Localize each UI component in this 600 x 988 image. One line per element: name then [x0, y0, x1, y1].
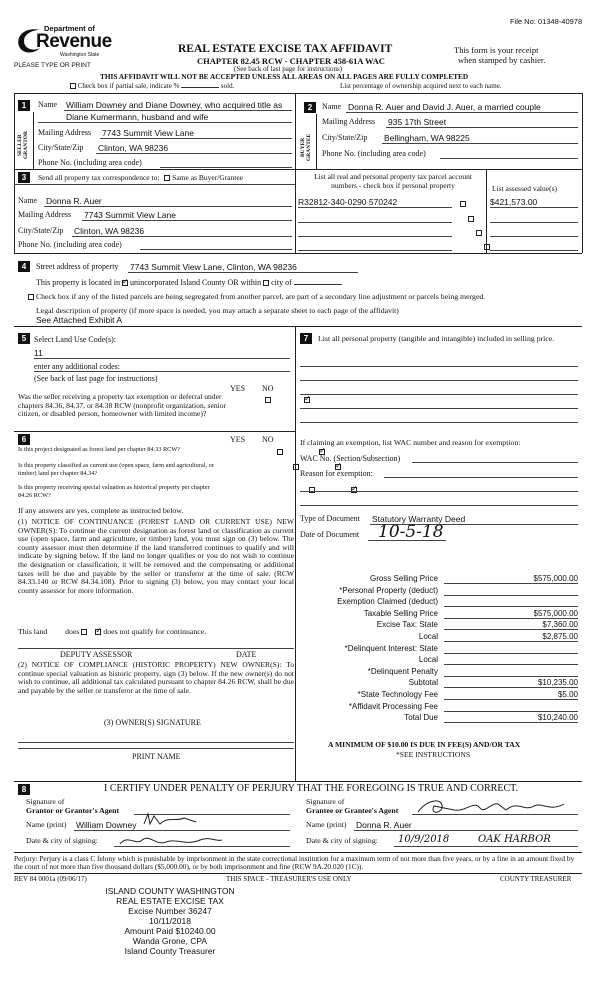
- segregated: [28, 292, 485, 301]
- s2-city: Bellingham, WA 98225: [384, 133, 470, 143]
- totals-row: [300, 667, 582, 679]
- exemption-label: If claiming an exemption, list WAC number and reason for exemption:: [300, 438, 521, 447]
- see-back: (See back of last page for instructions): [34, 374, 158, 383]
- s5-no-checkbox[interactable]: [304, 397, 310, 403]
- grantor-sig-label1: Signature of: [26, 797, 65, 806]
- rev-number: REV 84 0001a (09/06/17): [14, 875, 87, 883]
- stamp-line: Wanda Grone, CPA: [132, 936, 208, 946]
- totals-row: [300, 632, 582, 644]
- personal-property-checkbox-2[interactable]: [468, 216, 474, 222]
- s1-name-label: Name: [38, 100, 58, 109]
- partial-sale-checkbox[interactable]: [70, 83, 76, 89]
- this-land-label: This land: [18, 627, 48, 636]
- personal-property-checkbox-4[interactable]: [484, 244, 490, 250]
- assessed-header: List assessed value(s): [492, 184, 557, 193]
- forest-yes-checkbox[interactable]: [277, 449, 283, 455]
- forest-question: Is this project designated as forest land per chapter 84.33 RCW?: [18, 446, 181, 453]
- s3-name: Donna R. Auer: [46, 196, 102, 206]
- legal-desc-label: Legal description of property (if more space is needed, you may attach a separate sheet to each page of the affidavit): [36, 306, 399, 315]
- receipt-line2: when stamped by cashier.: [458, 55, 546, 65]
- s6-yes: YES: [230, 435, 246, 444]
- treasurer-stamp: [100, 886, 240, 956]
- buyer-grantee-label: BUYER GRANTEE: [300, 133, 312, 161]
- s1-name-line2: Diane Kumermann, husband and wife: [66, 112, 209, 122]
- totals-value: $10,235.00: [444, 678, 578, 688]
- totals-value: $10,240.00: [444, 713, 578, 723]
- parcels-header-line2: numbers - check box if personal property: [331, 181, 455, 190]
- file-number: File No: 01348-40978: [510, 17, 583, 26]
- city-label: city of: [271, 278, 292, 287]
- grantor-signature-image: [140, 812, 200, 828]
- totals-label: Total Due: [404, 713, 438, 723]
- deputy-date: DATE: [236, 650, 257, 659]
- totals-row: [300, 655, 582, 667]
- print-name-label: PRINT NAME: [132, 752, 181, 761]
- section-5-number: 5: [18, 333, 30, 344]
- section-4-number: 4: [18, 261, 30, 272]
- totals-row: [300, 713, 582, 725]
- section-6-number: 6: [18, 434, 30, 445]
- totals-value: [444, 586, 578, 596]
- totals-value: $5.00: [444, 690, 578, 700]
- legal-desc: See Attached Exhibit A: [36, 315, 123, 325]
- see-instructions: *SEE INSTRUCTIONS: [396, 750, 471, 759]
- totals-label: Local: [418, 655, 438, 665]
- personal-property-checkbox-1[interactable]: [460, 201, 466, 207]
- partial-sale-label: Check box if partial sale, indicate %: [77, 82, 180, 90]
- totals-label: *Personal Property (deduct): [339, 585, 438, 595]
- s3-mail-label: Mailing Address: [18, 210, 72, 219]
- form-title: REAL ESTATE EXCISE TAX AFFIDAVIT: [178, 43, 393, 55]
- grantee-date: 10/9/2018: [398, 834, 450, 845]
- assessed-value: $421,573.00: [490, 197, 538, 207]
- logo-line3: Washington State: [60, 52, 100, 58]
- please-type: PLEASE TYPE OR PRINT: [14, 62, 91, 69]
- totals-row: [300, 586, 582, 598]
- s2-name-line1: Donna R. Auer and David J. Auer, a married couple: [348, 102, 541, 112]
- stamp-line: Excise Number 36247: [128, 906, 212, 916]
- parcels-header: [300, 172, 486, 190]
- totals-row: [300, 644, 582, 656]
- doc-date: 10-5-18: [378, 522, 444, 542]
- same-as-buyer-checkbox[interactable]: [164, 175, 170, 181]
- s3-send-label: Send all property tax correspondence to:: [38, 173, 160, 182]
- land-use-label: Select Land Use Code(s):: [34, 335, 116, 344]
- stamp-line: ISLAND COUNTY WASHINGTON: [105, 886, 235, 896]
- totals-value: $7,360.00: [444, 620, 578, 630]
- totals-label: *Affidavit Processing Fee: [348, 701, 438, 711]
- s1-mail-label: Mailing Address: [38, 128, 92, 137]
- unincorporated-checkbox[interactable]: [122, 280, 128, 286]
- historic-question: Is this property receiving special valuation as historical property per chapter 84.26 RCW?: [18, 484, 210, 499]
- if-yes: If any answers are yes, complete as instructed below.: [18, 506, 184, 515]
- s1-name-line1: William Downey and Diane Downey, who acquired title as: [66, 100, 283, 110]
- grantor-sig-label2: Grantor or Grantor's Agent: [26, 806, 120, 815]
- perjury-note: Perjury: Perjury is a class C felony which is punishable by imprisonment in the state correctional institution for a maximum term of not more than five years, or by a fine in an amount fixed by the court of not more than five thousand dollars ($5,000.00), or by both imprisonment and fine (RCW 9A.20.020 (1C)).: [14, 854, 575, 872]
- section-3-number: 3: [18, 172, 30, 183]
- logo-line2: Revenue: [36, 31, 112, 52]
- grantee-signature-image: [414, 796, 574, 818]
- exemption-question: Was the seller receiving a property tax exemption or deferral under chapters 84.36, 84.37, or 84.38 RCW (nonprofit organization, senior citizen, or disabled person, homeowner with limited income)?: [18, 392, 227, 418]
- this-land: [18, 627, 206, 636]
- additional-codes-label: enter any additional codes:: [34, 362, 120, 371]
- totals-label: *Delinquent Penalty: [367, 666, 438, 676]
- wac-label: WAC No. (Section/Subsection): [300, 454, 401, 463]
- segregated-checkbox[interactable]: [28, 294, 34, 300]
- doc-date-label: Date of Document: [300, 530, 360, 539]
- s5-yes: YES: [230, 384, 246, 393]
- current-use-yes-checkbox[interactable]: [293, 464, 299, 470]
- stamp-line: Amount Paid $10240.00: [124, 926, 216, 936]
- stamp-line: 10/11/2018: [149, 916, 191, 926]
- totals-value: $575,000.00: [444, 609, 578, 619]
- does-not-label: does not qualify for continuance.: [103, 627, 207, 636]
- does-not-checkbox[interactable]: [95, 629, 101, 635]
- grantee-sig-label2: Grantee or Grantee's Agent: [306, 806, 399, 815]
- s2-mail-label: Mailing Address: [322, 117, 376, 126]
- totals-row: [300, 690, 582, 702]
- totals-label: *Delinquent Interest: State: [344, 643, 438, 653]
- totals-label: Exemption Claimed (deduct): [337, 597, 438, 607]
- logo-line1: Department of: [44, 24, 95, 33]
- grantee-sig-label1: Signature of: [306, 797, 345, 806]
- totals-row: [300, 678, 582, 690]
- grantee-name-label: Name (print): [306, 820, 347, 829]
- warning: THIS AFFIDAVIT WILL NOT BE ACCEPTED UNLESS ALL AREAS ON ALL PAGES ARE FULLY COMPLETED: [100, 72, 469, 81]
- segregated-label: Check box if any of the listed parcels are being segregated from another parcel, are part of a secondary line adjustment or parcels being merged.: [35, 292, 486, 301]
- street-label: Street address of property: [36, 262, 119, 271]
- doc-type: Statutory Warranty Deed: [372, 514, 466, 524]
- current-use-question: Is this property classified as current use (open space, farm and agricultural, or timber) land per chapter 84.34?: [18, 462, 214, 477]
- s1-city: Clinton, WA 98236: [98, 143, 169, 153]
- totals-row: [300, 597, 582, 609]
- partial-sale: [70, 82, 234, 90]
- does-label: does: [65, 627, 80, 636]
- totals-row: [300, 702, 582, 714]
- located-label: This property is located in: [36, 278, 120, 287]
- s3-send: [38, 173, 243, 182]
- personal-property-label: List all personal property (tangible and intangible) included in selling price.: [318, 334, 555, 343]
- treasurer-space: THIS SPACE - TREASURER'S USE ONLY: [226, 875, 352, 883]
- totals-label: Local: [418, 631, 438, 641]
- partial-sale-sold: sold.: [220, 82, 235, 90]
- grantee-name: Donna R. Auer: [356, 820, 412, 830]
- owner-signature-label: (3) OWNER(S) SIGNATURE: [104, 718, 201, 727]
- totals-label: Taxable Selling Price: [363, 608, 438, 618]
- s5-no: NO: [262, 384, 274, 393]
- s1-phone-label: Phone No. (including area code): [38, 158, 142, 167]
- same-as-buyer-label: Same as Buyer/Grantee: [172, 173, 243, 182]
- located: [36, 278, 342, 287]
- doc-type-label: Type of Document: [300, 514, 360, 523]
- city-checkbox[interactable]: [263, 280, 269, 286]
- s3-phone-label: Phone No. (including area code): [18, 240, 122, 249]
- street-address: 7743 Summit View Lane, Clinton, WA 98236: [130, 262, 297, 272]
- does-checkbox[interactable]: [81, 629, 87, 635]
- totals-row: [300, 574, 582, 586]
- s5-yes-checkbox[interactable]: [265, 397, 271, 403]
- section-8-number: 8: [18, 784, 30, 795]
- county-treasurer: COUNTY TREASURER: [500, 875, 572, 883]
- totals-table: [300, 574, 582, 725]
- grantee-city: OAK HARBOR: [478, 834, 551, 845]
- parcels-header-line1: List all real and personal property tax parcel account: [314, 172, 472, 181]
- land-use-code: 11: [34, 348, 43, 358]
- s2-mail: 935 17th Street: [388, 117, 447, 127]
- personal-property-checkbox-3[interactable]: [476, 230, 482, 236]
- notice-continuance: (1) NOTICE OF CONTINUANCE (FOREST LAND OR CURRENT USE) NEW OWNER(S): To continue the current designation as forest land or classification as current use (open space, farm and agriculture, or timber) land, you must sign on (3) below. The county assessor must then determine if the land transferred continues to qualify and will indicate by signing below. If the land no longer qualifies or you do not wish to continue the designation or classification, it will be removed and the compensating or additional taxes will be due and payable by the seller or transferor at the time of sale. (RCW 84.33.140 or RCW 84.34.108). Prior to signing (3) below, you may contact your local county assessor for more information.: [18, 517, 294, 595]
- s1-city-label: City/State/Zip: [38, 143, 84, 152]
- grantor-date-label: Date & city of signing:: [26, 836, 98, 845]
- grantor-name-label: Name (print): [26, 820, 67, 829]
- totals-label: *State Technology Fee: [357, 689, 438, 699]
- deputy-assessor: DEPUTY ASSESSOR: [60, 650, 133, 659]
- grantor-name: William Downey: [76, 820, 137, 830]
- section-7-number: 7: [300, 333, 312, 344]
- totals-value: [444, 667, 578, 677]
- s2-phone-label: Phone No. (including area code): [322, 149, 426, 158]
- receipt-line1: This form is your receipt: [454, 45, 539, 55]
- minimum-due: A MINIMUM OF $10.00 IS DUE IN FEE(S) AND/OR TAX: [328, 740, 521, 749]
- section-1-number: 1: [18, 100, 30, 111]
- totals-row: [300, 620, 582, 632]
- s3-city: Clinton, WA 98236: [74, 226, 145, 236]
- totals-value: [444, 655, 578, 665]
- seller-grantor-label: SELLER GRANTOR: [17, 131, 29, 160]
- totals-value: [444, 702, 578, 712]
- form-note: (See back of last page for instructions): [234, 65, 343, 73]
- s2-city-label: City/State/Zip: [322, 133, 368, 142]
- totals-value: [444, 644, 578, 654]
- reason-label: Reason for exemption:: [300, 469, 373, 478]
- stamp-line: REAL ESTATE EXCISE TAX: [116, 896, 224, 906]
- totals-label: Excise Tax: State: [376, 620, 438, 630]
- s3-name-label: Name: [18, 196, 38, 205]
- totals-label: Subtotal: [408, 678, 438, 688]
- grantee-date-label: Date & city of signing:: [306, 836, 378, 845]
- totals-value: $575,000.00: [444, 574, 578, 584]
- s1-mail: 7743 Summit View Lane: [102, 128, 194, 138]
- s3-city-label: City/State/Zip: [18, 226, 64, 235]
- totals-row: [300, 609, 582, 621]
- parcel-number: R32812-340-0290 570242: [298, 197, 398, 207]
- totals-label: Gross Selling Price: [369, 574, 438, 583]
- notice-compliance: (2) NOTICE OF COMPLIANCE (HISTORIC PROPERTY) NEW OWNER(S): To continue special valuation as historic property, sign (3) below. If the new owner(s) do not wish to continue, all additional tax calculated pursuant to chapter 84.26 RCW, shall be due and payable by the seller or transferor at the time of sale.: [18, 660, 294, 695]
- certify: I CERTIFY UNDER PENALTY OF PERJURY THAT THE FOREGOING IS TRUE AND CORRECT.: [104, 783, 518, 794]
- unincorporated-label: unincorporated Island County OR within: [129, 278, 262, 287]
- s6-no: NO: [262, 435, 274, 444]
- s3-mail: 7743 Summit View Lane: [84, 210, 176, 220]
- totals-value: [444, 597, 578, 607]
- stamp-line: Island County Treasurer: [124, 946, 216, 956]
- section-2-number: 2: [304, 102, 316, 113]
- dept-revenue-logo: [14, 24, 124, 62]
- ownership-note: List percentage of ownership acquired next to each name.: [340, 82, 502, 90]
- s2-name-label: Name: [322, 102, 342, 111]
- totals-value: $2,875.00: [444, 632, 578, 642]
- form-chapter: CHAPTER 82.45 RCW - CHAPTER 458-61A WAC: [197, 56, 385, 66]
